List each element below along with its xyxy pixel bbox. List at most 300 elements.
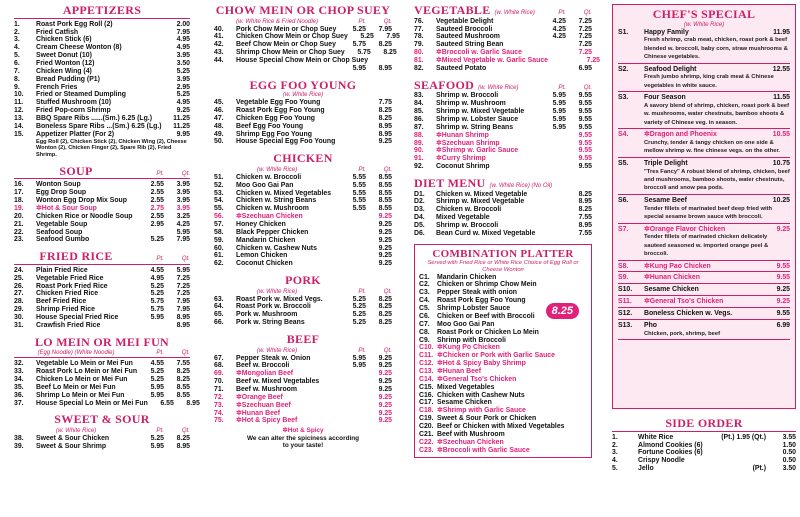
item-name: Shrimp Fried Rice — [36, 306, 95, 314]
item-number: 89. — [414, 139, 424, 147]
item-price-pint: 5.25 — [150, 290, 164, 298]
soup-header — [14, 165, 190, 179]
item-name: Chicken Egg Foo Young — [236, 114, 315, 122]
menu-item — [618, 322, 790, 330]
item-price-quart: 3.25 — [176, 212, 190, 220]
seafood-title: SEAFOOD — [414, 77, 475, 92]
item-name: Moo Goo Gai Pan — [437, 320, 495, 328]
item-name: ✲Curry Shrimp — [436, 155, 486, 163]
menu-item — [14, 115, 190, 123]
menu-item — [14, 236, 190, 244]
combination-platter-box — [414, 244, 592, 459]
item-price: 8.95 — [578, 198, 592, 206]
sweet-sour-list — [14, 435, 190, 451]
item-number: C6. — [419, 312, 430, 320]
menu-item — [419, 376, 587, 384]
item-number: 36. — [14, 391, 24, 399]
chefs-special-box — [612, 4, 796, 409]
item-number: 84. — [414, 100, 424, 108]
item-number: C9. — [419, 336, 430, 344]
chow-mein-section — [214, 3, 400, 73]
item-number: 41. — [214, 33, 224, 41]
item-price-quart: 8.25 — [176, 434, 190, 442]
appetizers-section — [14, 4, 190, 159]
hot-spicy-legend: ✲Hot & Spicy — [282, 427, 324, 435]
item-name: Fried Pop-corn Shrimp — [36, 107, 111, 115]
item-price-quart: 8.25 — [378, 311, 392, 319]
item-price-quart: 8.25 — [378, 319, 392, 327]
item-price-quart: 9.55 — [578, 147, 592, 155]
item-name: Chicken or Beef with Broccoli — [437, 312, 535, 320]
item-price-quart: 8.55 — [378, 181, 392, 189]
item-name: Shrimp w. Broccoli — [436, 222, 499, 230]
item-name: Beef w. Broccoli — [236, 362, 290, 370]
chicken-title: CHICKEN — [273, 151, 333, 166]
item-number: 18. — [14, 197, 24, 205]
item-number: S10. — [618, 286, 633, 294]
combo-list — [419, 274, 587, 455]
menu-item — [618, 29, 790, 37]
item-number: D1. — [414, 190, 425, 198]
lo-mein-title: LO MEIN OR MEI FUN — [34, 334, 170, 349]
item-price-pint: 4.55 — [150, 266, 164, 274]
menu-item — [14, 435, 190, 443]
item-number: S5. — [618, 159, 629, 167]
menu-item — [419, 415, 587, 423]
item-price-pint: 2.55 — [150, 189, 164, 197]
menu-item — [214, 221, 392, 229]
item-name: Black Pepper Chicken — [236, 228, 309, 236]
item-price-pint: 2.55 — [150, 212, 164, 220]
item-price-quart: 8.25 — [176, 368, 190, 376]
item-price-pint: 4.95 — [150, 274, 164, 282]
menu-item — [618, 197, 790, 205]
item-number: 8. — [14, 75, 20, 83]
item-name: Moo Goo Gai Pan — [236, 181, 294, 189]
item-number: 78. — [414, 33, 424, 41]
item-price: 11.55 — [773, 94, 790, 102]
divider — [618, 91, 790, 92]
item-name: Vegetable Lo Mein or Mei Fun — [36, 360, 133, 368]
item-number: D6. — [414, 229, 425, 237]
qt-label: Qt. — [383, 165, 392, 173]
item-number: 67. — [214, 354, 224, 362]
item-name: BBQ Spare Ribs ......(Sm.) 6.25 (Lg.) — [36, 114, 153, 122]
menu-item — [14, 68, 190, 76]
item-price-pint: 5.25 — [360, 33, 374, 41]
item-name: ✲Mongolian Beef — [236, 370, 294, 378]
item-number: 5. — [612, 465, 618, 473]
menu-item — [618, 226, 790, 234]
item-name: Roast Pork w. Mixed Vegs. — [236, 295, 323, 303]
menu-item — [419, 423, 587, 431]
item-number: C11. — [419, 352, 434, 360]
item-name: Seafood Gumbo — [36, 236, 90, 244]
item-name: ✲Szechuan Chicken — [236, 213, 303, 221]
item-price: 10.75 — [772, 159, 790, 167]
item-number: S13. — [618, 321, 633, 329]
appetizers-list — [14, 21, 190, 139]
menu-item — [414, 49, 592, 57]
item-number: 81. — [414, 56, 424, 64]
item-name: ✲Dragon and Phoenix — [644, 131, 717, 139]
item-price-quart: 7.25 — [578, 33, 592, 41]
column-3 — [414, 3, 600, 458]
item-name: Stuffed Mushroom (10) — [36, 99, 112, 107]
item-price-quart: 6.95 — [578, 64, 592, 72]
divider — [618, 260, 790, 261]
item-name: ✲Hot & Spicy Baby Shrimp — [437, 360, 526, 368]
item-price-pint: 5.95 — [352, 354, 366, 362]
menu-item — [214, 303, 392, 311]
menu-item — [419, 281, 587, 289]
item-number: S8. — [618, 262, 629, 270]
item-price-pint: 5.95 — [150, 383, 164, 391]
lo-mein-section — [14, 334, 200, 408]
item-price-quart: 7.95 — [378, 25, 392, 33]
qt-label: Qt. — [383, 17, 392, 25]
item-price-quart: 3.95 — [176, 204, 190, 212]
menu-item — [414, 155, 592, 163]
menu-item — [14, 392, 190, 400]
pt-label: Pt. — [358, 17, 366, 25]
item-number: 2. — [14, 28, 20, 36]
diet-title: DIET MENU — [414, 175, 486, 190]
item-price: 12.55 — [772, 65, 790, 73]
item-number: 37. — [14, 399, 24, 407]
item-number: 46. — [214, 107, 224, 115]
item-price-pint: 5.25 — [352, 303, 366, 311]
menu-item — [414, 108, 592, 116]
item-description: Chicken, pork, shrimp, beef — [644, 330, 721, 337]
item-name: Roast Pork Lo Mein or Mei Fun — [36, 368, 138, 376]
seafood-section — [414, 79, 592, 171]
item-number: C21. — [419, 430, 434, 438]
column-2 — [214, 3, 400, 455]
item-description: Fresh shrimp, crab meat, chicken, roast pork & beef blended w. broccoli, baby corn, straw mushrooms & Chinese vegetables. — [644, 37, 788, 61]
item-price: 3.55 — [782, 433, 796, 441]
item-price: 11.25 — [173, 114, 190, 122]
item-name: Pepper Steak with onion — [437, 289, 518, 297]
item-name: Fried or Steamed Dumpling — [36, 91, 126, 99]
menu-item — [14, 189, 190, 197]
menu-item — [419, 329, 587, 337]
item-number: 38. — [14, 434, 24, 442]
menu-item — [214, 57, 392, 65]
item-name: ✲Szechuan Chicken — [437, 438, 504, 446]
item-number: 35. — [14, 383, 24, 391]
item-price-quart: 8.55 — [378, 189, 392, 197]
item-price-quart: 7.95 — [176, 306, 190, 314]
menu-item — [14, 314, 190, 322]
item-price-quart: 9.25 — [378, 401, 392, 409]
item-name: House Special Egg Foo Young — [236, 138, 336, 146]
menu-item — [214, 355, 392, 363]
item-price-quart: 9.25 — [378, 213, 392, 221]
menu-item — [14, 29, 190, 37]
item-number: 63. — [214, 295, 224, 303]
chicken-list — [214, 174, 392, 268]
chicken-subtitle: (w. White Rice) — [256, 166, 298, 173]
item-number: C7. — [419, 320, 430, 328]
divider — [14, 264, 190, 265]
beef-section — [214, 333, 392, 449]
item-name: Boneless Chicken w. Vegs. — [644, 309, 733, 317]
item-name: Seafood Delight — [644, 65, 697, 73]
menu-item — [214, 26, 392, 34]
menu-item — [14, 213, 190, 221]
divider — [14, 18, 190, 19]
soup-section — [14, 165, 190, 245]
item-number: 58. — [214, 228, 224, 236]
item-number: C20. — [419, 422, 434, 430]
item-price-pint: 5.25 — [150, 236, 164, 244]
item-name: Sesame Chicken — [437, 399, 492, 407]
item-number: 91. — [414, 155, 424, 163]
chicken-subheader — [214, 166, 392, 174]
item-price-quart: 8.25 — [378, 295, 392, 303]
item-price-quart: 7.25 — [578, 49, 592, 57]
menu-item — [618, 263, 790, 271]
fried-rice-header — [14, 250, 190, 264]
menu-item — [14, 36, 190, 44]
menu-item — [414, 163, 592, 171]
item-price: 2.00 — [176, 20, 190, 28]
item-name: ✲Hunan Beef — [236, 409, 281, 417]
item-price: 9.25 — [776, 298, 790, 306]
item-name: Shrimp w. String Beans — [436, 123, 514, 131]
soup-title: SOUP — [59, 163, 93, 178]
vegetable-title: VEGETABLE — [414, 3, 491, 17]
pt-label: Pt. — [558, 9, 566, 16]
menu-item — [414, 222, 592, 230]
item-name: Four Season — [644, 94, 686, 102]
spicy-note-line-2: to your taste! — [282, 441, 324, 449]
menu-item — [14, 205, 190, 213]
item-name: ✲Hot & Spicy Beef — [236, 417, 298, 425]
item-name: Sweet & Sour Chicken — [36, 434, 110, 442]
item-price-quart: 9.25 — [378, 354, 392, 362]
item-name: Fried Wonton (12) — [36, 59, 95, 67]
item-number: 60. — [214, 244, 224, 252]
item-number: C16. — [419, 391, 434, 399]
item-number: 82. — [414, 64, 424, 72]
qt-label: Qt. — [583, 9, 592, 16]
item-name: Cream Cheese Wonton (8) — [36, 44, 122, 52]
item-number: C15. — [419, 383, 434, 391]
item-number: 66. — [214, 319, 224, 327]
item-number: S3. — [618, 94, 629, 102]
item-name: Vegetable Delight — [436, 17, 494, 25]
item-name: Shrimp Lobster Sauce — [437, 305, 511, 313]
item-number: 27. — [14, 290, 24, 298]
item-number: 73. — [214, 401, 224, 409]
item-name: ✲Szechuan Beef — [236, 401, 291, 409]
pt-qt-labels — [138, 427, 190, 434]
menu-item — [214, 138, 392, 146]
pt-qt-labels — [138, 255, 190, 262]
item-price-pint: 2.55 — [150, 181, 164, 189]
item-number: 21. — [14, 220, 24, 228]
menu-item — [214, 41, 392, 49]
item-number: 31. — [14, 321, 24, 329]
item-number: D2. — [414, 198, 425, 206]
egg-foo-young-subtitle: (w. White Rice) — [282, 92, 324, 99]
menu-item — [214, 65, 392, 73]
fried-rice-title: FRIED RICE — [39, 249, 113, 264]
item-price-pint: 5.95 — [552, 100, 566, 108]
menu-item — [214, 417, 392, 425]
item-name: ✲Broccoli w. Garlic Sauce — [436, 49, 522, 57]
item-name: Chicken Fried Rice — [36, 290, 99, 298]
item-number: 5. — [14, 52, 20, 60]
egg-foo-young-section — [214, 79, 392, 147]
item-name: Triple Delight — [644, 159, 688, 167]
item-number: S2. — [618, 65, 629, 73]
item-price-quart: 7.25 — [176, 282, 190, 290]
item-number: 7. — [14, 67, 20, 75]
item-price-quart: 8.95 — [186, 399, 200, 407]
item-price-quart: 4.25 — [176, 220, 190, 228]
item-name: ✲Hunan Beef — [437, 367, 482, 375]
menu-item — [14, 298, 190, 306]
item-price-quart: 9.25 — [378, 370, 392, 378]
item-price-pint: 5.95 — [352, 64, 366, 72]
item-name: Shrimp w. Mixed Vegetable — [436, 198, 525, 206]
menu-item — [419, 368, 587, 376]
item-name: Beef Egg Foo Young — [236, 122, 304, 130]
item-price-quart: 8.55 — [378, 173, 392, 181]
item-name: Bean Curd w. Mixed Vegetable — [436, 229, 536, 237]
item-description: Tender fillets of marinated chicken delicately sauteed seasoned w. imported orange peel & broccoli. — [644, 234, 769, 258]
menu-item — [14, 84, 190, 92]
item-number: 59. — [214, 236, 224, 244]
item-price: 3.50 — [782, 465, 796, 473]
item-number: 22. — [14, 228, 24, 236]
divider — [618, 295, 790, 296]
item-price-quart: 8.55 — [176, 383, 190, 391]
menu-item — [214, 378, 392, 386]
item-price-pint: 5.75 — [150, 306, 164, 314]
item-number: C14. — [419, 375, 434, 383]
item-number: 51. — [214, 173, 224, 181]
item-price-quart: 8.95 — [176, 321, 190, 329]
pt-qt-labels — [340, 347, 392, 354]
pt-label: Pt. — [558, 83, 566, 91]
item-number: D4. — [414, 214, 425, 222]
item-price-pint: 5.55 — [352, 197, 366, 205]
menu-item — [214, 245, 392, 253]
item-price: 9.95 — [176, 130, 190, 138]
item-price: 11.95 — [773, 28, 790, 36]
pt-label: Pt. — [156, 349, 164, 357]
menu-item — [612, 434, 796, 442]
menu-item — [214, 319, 392, 327]
item-price-quart: 9.25 — [378, 220, 392, 228]
item-name: Mandarin Chicken — [437, 273, 497, 281]
item-name: Sweet Donut (10) — [36, 52, 92, 60]
item-number: D3. — [414, 206, 425, 214]
divider — [618, 128, 790, 129]
item-size: (Pt.) 1.95 (Qt.) — [721, 433, 766, 441]
item-name: Sauteed Potato — [436, 64, 487, 72]
item-number: 10. — [14, 91, 24, 99]
item-price: 9.25 — [176, 107, 190, 115]
item-name: Beef Lo Mein or Mei Fun — [36, 383, 116, 391]
item-name: Chicken Chow Mein or Chop Suey — [236, 33, 348, 41]
item-number: 74. — [214, 409, 224, 417]
menu-item — [419, 289, 587, 297]
item-number: 40. — [214, 25, 224, 33]
item-number: 39. — [14, 442, 24, 450]
item-number: C8. — [419, 328, 430, 336]
item-number: 69. — [214, 370, 224, 378]
item-price-pint: 4.25 — [552, 25, 566, 33]
item-number: 57. — [214, 220, 224, 228]
item-number: S1. — [618, 28, 629, 36]
item-number: 11. — [14, 99, 24, 107]
item-name: Chicken w. Mixed Vegetables — [236, 189, 332, 197]
menu-item — [612, 465, 796, 473]
chow-mein-subheader — [214, 18, 392, 26]
item-price-pint: 5.75 — [357, 49, 371, 57]
qt-label: Qt. — [383, 346, 392, 354]
item-name: Chicken Rice or Noodle Soup — [36, 212, 133, 220]
item-name: Shrimp w. Mixed Vegetable — [436, 108, 525, 116]
spicy-note-line-1: We can alter the spiciness according — [246, 434, 360, 442]
item-price-quart: 7.25 — [578, 25, 592, 33]
item-price-pint: 5.55 — [352, 173, 366, 181]
item-number: S12. — [618, 309, 633, 317]
item-price-quart: 9.55 — [578, 123, 592, 131]
item-price-quart: 7.95 — [176, 236, 190, 244]
item-price-quart: 9.25 — [378, 228, 392, 236]
item-price-quart: 3.95 — [176, 181, 190, 189]
egg-foo-young-title: EGG FOO YOUNG — [249, 77, 357, 92]
item-number: 28. — [14, 298, 24, 306]
item-name: Beef Fried Rice — [36, 298, 87, 306]
item-name: Beef w. Mushroom — [236, 386, 297, 393]
item-size: (Pt.) — [752, 465, 766, 473]
item-price-quart: 9.55 — [578, 115, 592, 123]
item-price-pint: 4.25 — [552, 17, 566, 25]
item-price: 0.50 — [782, 457, 796, 465]
item-number: 20. — [14, 212, 24, 220]
item-number: 23. — [14, 236, 24, 244]
divider — [618, 223, 790, 224]
column-4 — [612, 4, 796, 473]
item-number: 71. — [214, 386, 224, 393]
menu-item — [214, 115, 392, 123]
divider — [14, 357, 190, 358]
menu-item — [419, 392, 587, 400]
item-price-pint: 5.95 — [150, 391, 164, 399]
item-price: 7.95 — [176, 28, 190, 36]
item-name: ✲Orange Flavor Chicken — [644, 225, 726, 233]
item-name: ✲Kung Po Chicken — [437, 344, 500, 352]
menu-item — [14, 123, 190, 131]
item-name: ✲Kung Pao Chicken — [644, 262, 711, 270]
item-price-pint: 2.95 — [150, 220, 164, 228]
menu-item — [14, 376, 190, 384]
item-number: 86. — [414, 115, 424, 123]
pt-label: Pt. — [156, 169, 164, 177]
item-price-pint: 5.25 — [150, 434, 164, 442]
item-name: Coconut Chicken — [236, 260, 293, 268]
pork-subtitle: (w. White Rice) — [256, 288, 298, 295]
menu-item — [214, 402, 392, 410]
item-name: Fortune Cookies (6) — [638, 449, 703, 457]
